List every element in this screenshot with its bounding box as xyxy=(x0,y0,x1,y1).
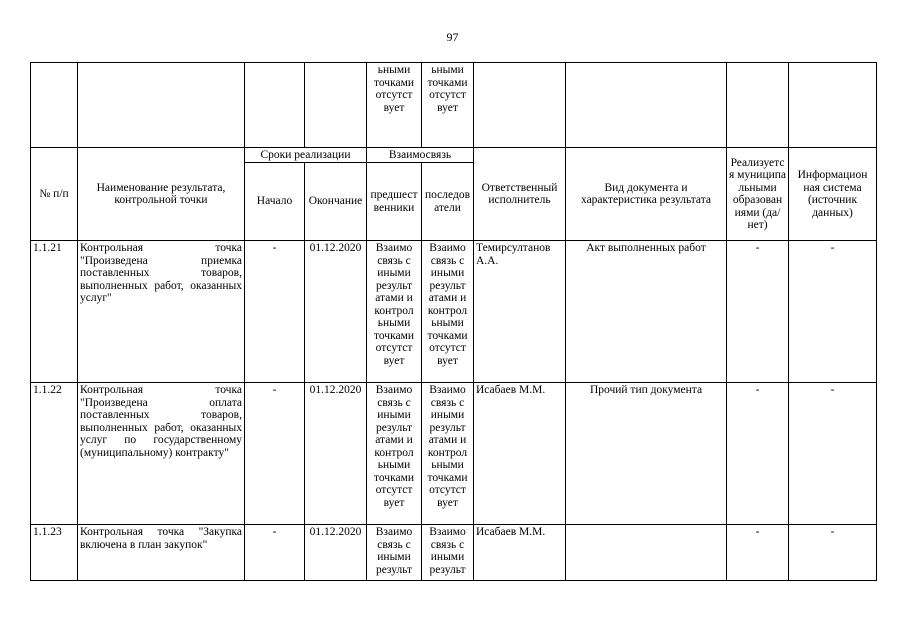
row-successors: Взаимо связь с иными результ xyxy=(422,525,474,581)
carryover-row xyxy=(31,63,877,148)
header-implemented: Реализуетс я муниципа льными образован иями (да/нет) xyxy=(727,148,789,241)
header-doc-type: Вид документа и характеристика результата xyxy=(566,148,727,241)
carryover-predecessors: ьными точками отсутст вует xyxy=(367,63,422,148)
row-predecessors: Взаимо связь с иными результ xyxy=(367,525,422,581)
carryover-successors: ьными точками отсутст вует xyxy=(422,63,474,148)
row-num: 1.1.23 xyxy=(31,525,78,581)
row-info-system: - xyxy=(789,383,877,525)
table-row xyxy=(31,241,877,383)
row-successors: Взаимо связь с иными результ атами и контрол ьными точками отсутст вует xyxy=(422,241,474,383)
header-info-system: Информацион ная система (источник данных) xyxy=(789,148,877,241)
row-predecessors: Взаимо связь с иными результ атами и контрол ьными точками отсутст вует xyxy=(367,241,422,383)
row-name: Контрольная точка "Произведена приемка поставленных товаров, выполненных работ, оказанных услуг" xyxy=(78,241,245,383)
row-implemented: - xyxy=(727,383,789,525)
row-doc-type xyxy=(566,525,727,581)
table-row xyxy=(31,525,877,581)
row-info-system: - xyxy=(789,525,877,581)
header-num: № п/п xyxy=(31,148,78,241)
row-doc-type: Акт выполненных работ xyxy=(566,241,727,383)
row-end: 01.12.2020 xyxy=(305,525,367,581)
row-responsible: Темирсултанов А.А. xyxy=(474,241,566,383)
row-num: 1.1.22 xyxy=(31,383,78,525)
row-responsible: Исабаев М.М. xyxy=(474,383,566,525)
header-name: Наименование результата, контрольной точки xyxy=(78,148,245,241)
row-successors: Взаимо связь с иными результ атами и контрол ьными точками отсутст вует xyxy=(422,383,474,525)
header-link: Взаимосвязь xyxy=(367,148,474,163)
row-implemented: - xyxy=(727,525,789,581)
row-end: 01.12.2020 xyxy=(305,241,367,383)
row-start: - xyxy=(245,241,305,383)
row-implemented: - xyxy=(727,241,789,383)
row-name: Контрольная точка "Закупка включена в план закупок" xyxy=(78,525,245,581)
header-terms: Сроки реализации xyxy=(245,148,367,163)
header-responsible: Ответственный исполнитель xyxy=(474,148,566,241)
header-start: Начало xyxy=(245,163,305,241)
row-predecessors: Взаимо связь с иными результ атами и контрол ьными точками отсутст вует xyxy=(367,383,422,525)
page-number: 97 xyxy=(446,30,459,44)
row-start: - xyxy=(245,383,305,525)
row-doc-type: Прочий тип документа xyxy=(566,383,727,525)
header-row-1 xyxy=(31,148,877,163)
header-successors: последов атели xyxy=(422,163,474,241)
row-responsible: Исабаев М.М. xyxy=(474,525,566,581)
header-end: Окончание xyxy=(305,163,367,241)
row-start: - xyxy=(245,525,305,581)
table-row xyxy=(31,383,877,525)
row-name: Контрольная точка "Произведена оплата поставленных товаров, выполненных работ, оказанных услуг по государственному (муниципальному) контракту" xyxy=(78,383,245,525)
row-num: 1.1.21 xyxy=(31,241,78,383)
row-end: 01.12.2020 xyxy=(305,383,367,525)
row-info-system: - xyxy=(789,241,877,383)
results-table xyxy=(30,62,877,581)
header-predecessors: предшест венники xyxy=(367,163,422,241)
